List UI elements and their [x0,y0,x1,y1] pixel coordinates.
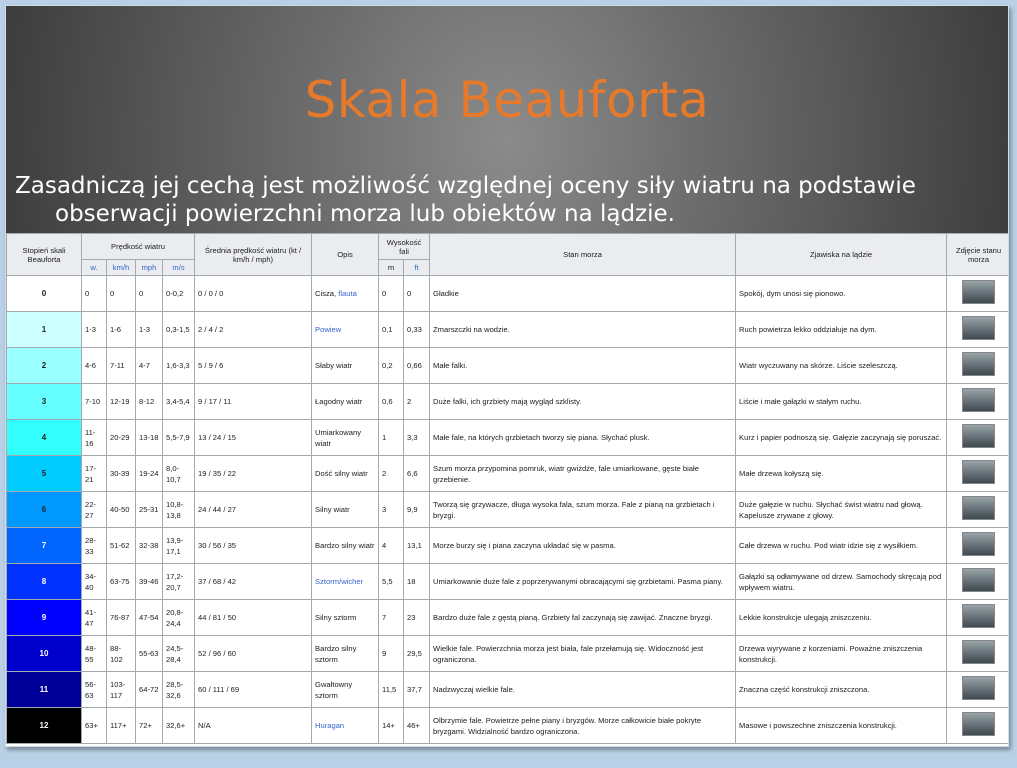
speed-knots-cell: 1-3 [82,312,107,348]
subheader-m: m [379,260,404,276]
wave-height-ft-cell: 18 [404,564,430,600]
subheader-mph[interactable]: mph [136,260,163,276]
average-speed-cell: 30 / 56 / 35 [195,528,312,564]
description-text: Silny wiatr [315,505,350,514]
speed-ms-cell: 3,4-5,4 [163,384,195,420]
land-effects-cell: Masowe i powszechne zniszczenia konstrukcji. [736,708,947,744]
speed-knots-cell: 63+ [82,708,107,744]
wave-height-ft-cell: 37,7 [404,672,430,708]
sea-photo-thumbnail[interactable] [962,496,995,520]
speed-mph-cell: 64-72 [136,672,163,708]
wave-height-ft-cell: 6,6 [404,456,430,492]
header-zdjecie: Zdjęcie stanu morza [947,234,1009,276]
wave-height-m-cell: 0,2 [379,348,404,384]
description-text: Bardzo silny wiatr [315,541,375,550]
speed-knots-cell: 17-21 [82,456,107,492]
speed-knots-cell: 7-10 [82,384,107,420]
description-text: Cisza, [315,289,339,298]
table-row [7,636,1010,672]
beaufort-table [6,233,1009,744]
speed-knots-cell: 48-55 [82,636,107,672]
sea-photo-thumbnail[interactable] [962,676,995,700]
table-row [7,492,1010,528]
wave-height-m-cell: 3 [379,492,404,528]
description-text: Dość silny wiatr [315,469,368,478]
description-cell [312,528,379,564]
speed-mph-cell: 8-12 [136,384,163,420]
wave-height-ft-cell: 9,9 [404,492,430,528]
beaufort-number-cell: 7 [7,528,82,564]
wave-height-m-cell: 9 [379,636,404,672]
sea-state-cell: Olbrzymie fale. Powietrze pełne piany i bryzgów. Morze całkowicie białe pokryte bryzgami. Widzialność bardzo ograniczona. [430,708,736,744]
speed-knots-cell: 4-6 [82,348,107,384]
table-row [7,348,1010,384]
speed-knots-cell: 28-33 [82,528,107,564]
description-cell [312,456,379,492]
sea-photo-thumbnail[interactable] [962,460,995,484]
photo-cell [947,528,1009,564]
wave-height-m-cell: 0,1 [379,312,404,348]
speed-mph-cell: 0 [136,276,163,312]
photo-cell [947,672,1009,708]
beaufort-number-cell: 1 [7,312,82,348]
description-cell [312,672,379,708]
speed-mph-cell: 39-46 [136,564,163,600]
speed-knots-cell: 0 [82,276,107,312]
speed-ms-cell: 28,5-32,6 [163,672,195,708]
description-link[interactable]: Huragan [315,721,345,730]
speed-mph-cell: 19-24 [136,456,163,492]
average-speed-cell: 44 / 81 / 50 [195,600,312,636]
table-row [7,564,1010,600]
header-srednia: Średnia prędkość wiatru (kt / km/h / mph) [195,234,312,276]
beaufort-number-cell: 5 [7,456,82,492]
speed-mph-cell: 4-7 [136,348,163,384]
land-effects-cell: Gałązki są odłamywane od drzew. Samochody skręcają pod wpływem wiatru. [736,564,947,600]
average-speed-cell: 52 / 96 / 60 [195,636,312,672]
sea-photo-thumbnail[interactable] [962,388,995,412]
beaufort-number-cell: 10 [7,636,82,672]
land-effects-cell: Kurz i papier podnoszą się. Gałęzie zaczynają się poruszać. [736,420,947,456]
speed-mph-cell: 47-54 [136,600,163,636]
sea-state-cell: Duże falki, ich grzbiety mają wygląd szklisty. [430,384,736,420]
speed-knots-cell: 22-27 [82,492,107,528]
sea-state-cell: Małe fale, na których grzbietach tworzy się piana. Słychać plusk. [430,420,736,456]
speed-kmh-cell: 51-62 [107,528,136,564]
description-link[interactable]: flauta [338,289,357,298]
speed-ms-cell: 10,8-13,8 [163,492,195,528]
photo-cell [947,384,1009,420]
photo-cell [947,492,1009,528]
average-speed-cell: 37 / 68 / 42 [195,564,312,600]
average-speed-cell: 5 / 9 / 6 [195,348,312,384]
speed-knots-cell: 11-16 [82,420,107,456]
table-row [7,672,1010,708]
sea-photo-thumbnail[interactable] [962,532,995,556]
land-effects-cell: Wiatr wyczuwany na skórze. Liście szeleszczą. [736,348,947,384]
land-effects-cell: Całe drzewa w ruchu. Pod wiatr idzie się z wysiłkiem. [736,528,947,564]
average-speed-cell: 2 / 4 / 2 [195,312,312,348]
speed-kmh-cell: 40-50 [107,492,136,528]
beaufort-table-container [6,233,1009,747]
wave-height-m-cell: 4 [379,528,404,564]
description-link[interactable]: Powiew [315,325,342,334]
average-speed-cell: 24 / 44 / 27 [195,492,312,528]
wave-height-m-cell: 14+ [379,708,404,744]
speed-kmh-cell: 88-102 [107,636,136,672]
photo-cell [947,348,1009,384]
speed-knots-cell: 34-40 [82,564,107,600]
beaufort-number-cell: 8 [7,564,82,600]
average-speed-cell: 13 / 24 / 15 [195,420,312,456]
average-speed-cell: 0 / 0 / 0 [195,276,312,312]
speed-kmh-cell: 117+ [107,708,136,744]
description-cell [312,312,379,348]
speed-kmh-cell: 0 [107,276,136,312]
beaufort-number-cell: 4 [7,420,82,456]
sea-state-cell: Nadzwyczaj wielkie fale. [430,672,736,708]
table-row [7,276,1010,312]
photo-cell [947,276,1009,312]
beaufort-number-cell: 9 [7,600,82,636]
sea-state-cell: Wielkie fale. Powierzchnia morza jest biała, fale przełamują się. Widoczność jest ograniczona. [430,636,736,672]
sea-photo-thumbnail[interactable] [962,316,995,340]
table-row [7,312,1010,348]
wave-height-m-cell: 1 [379,420,404,456]
description-cell [312,564,379,600]
subheader-kmh[interactable]: km/h [107,260,136,276]
speed-ms-cell: 13,9-17,1 [163,528,195,564]
wave-height-ft-cell: 29,5 [404,636,430,672]
wave-height-ft-cell: 2 [404,384,430,420]
table-row [7,600,1010,636]
land-effects-cell: Spokój, dym unosi się pionowo. [736,276,947,312]
description-text: Gwałtowny sztorm [315,679,353,700]
description-cell [312,492,379,528]
wave-height-m-cell: 2 [379,456,404,492]
sea-photo-thumbnail[interactable] [962,280,995,304]
header-opis: Opis [312,234,379,276]
sea-photo-thumbnail[interactable] [962,712,995,736]
sea-photo-thumbnail[interactable] [962,568,995,592]
subheader-w[interactable]: w. [82,260,107,276]
speed-ms-cell: 17,2-20,7 [163,564,195,600]
description-text: Łagodny wiatr [315,397,363,406]
header-predkosc: Prędkość wiatru [82,234,195,260]
description-cell [312,384,379,420]
slide [5,5,1009,747]
wave-height-ft-cell: 0 [404,276,430,312]
description-cell [312,636,379,672]
speed-kmh-cell: 20-29 [107,420,136,456]
wave-height-ft-cell: 3,3 [404,420,430,456]
description-cell [312,708,379,744]
sea-state-cell: Małe falki. [430,348,736,384]
description-text: Silny sztorm [315,613,357,622]
speed-knots-cell: 56-63 [82,672,107,708]
table-row [7,456,1010,492]
wave-height-ft-cell: 0,66 [404,348,430,384]
photo-cell [947,564,1009,600]
average-speed-cell: 60 / 111 / 69 [195,672,312,708]
speed-kmh-cell: 7-11 [107,348,136,384]
sea-photo-thumbnail[interactable] [962,352,995,376]
description-text: Słaby wiatr [315,361,353,370]
description-text: Umiarkowany wiatr [315,427,362,448]
sea-state-cell: Bardzo duże fale z gęstą pianą. Grzbiety fal zaczynają się zawijać. Znaczne bryzgi. [430,600,736,636]
description-text: Bardzo silny sztorm [315,643,357,664]
speed-kmh-cell: 12-19 [107,384,136,420]
photo-cell [947,420,1009,456]
sea-state-cell: Umiarkowanie duże fale z poprzerywanymi obracającymi się grzbietami. Pasma piany. [430,564,736,600]
sea-photo-thumbnail[interactable] [962,604,995,628]
speed-mph-cell: 13-18 [136,420,163,456]
subtitle-line-2: obserwacji powierzchni morza lub obiektów na lądzie. [55,201,675,227]
speed-kmh-cell: 63-75 [107,564,136,600]
description-cell [312,600,379,636]
land-effects-cell: Ruch powietrza lekko oddziałuje na dym. [736,312,947,348]
subtitle-line-1: Zasadniczą jej cechą jest możliwość względnej oceny siły wiatru na podstawie [15,173,916,199]
description-cell [312,420,379,456]
wave-height-m-cell: 0 [379,276,404,312]
sea-state-cell: Tworzą się grzywacze, długa wysoka fala, szum morza. Fale z pianą na grzbietach i bryzgi. [430,492,736,528]
land-effects-cell: Małe drzewa kołyszą się. [736,456,947,492]
beaufort-number-cell: 11 [7,672,82,708]
land-effects-cell: Lekkie konstrukcje ulegają zniszczeniu. [736,600,947,636]
speed-ms-cell: 0,3-1,5 [163,312,195,348]
land-effects-cell: Znaczna część konstrukcji zniszczona. [736,672,947,708]
photo-cell [947,312,1009,348]
speed-kmh-cell: 1-6 [107,312,136,348]
average-speed-cell: N/A [195,708,312,744]
subheader-ms[interactable]: m/s [163,260,195,276]
wave-height-ft-cell: 46+ [404,708,430,744]
speed-ms-cell: 1,6-3,3 [163,348,195,384]
slide-subtitle [15,172,1005,228]
subheader-ft[interactable]: ft [404,260,430,276]
speed-ms-cell: 8,0-10,7 [163,456,195,492]
speed-ms-cell: 0-0,2 [163,276,195,312]
description-cell [312,276,379,312]
table-header-row [7,234,1010,260]
sea-state-cell: Gładkie [430,276,736,312]
photo-cell [947,708,1009,744]
wave-height-m-cell: 11,5 [379,672,404,708]
description-cell [312,348,379,384]
header-stopien: Stopień skali Beauforta [7,234,82,276]
table-row [7,708,1010,744]
sea-photo-thumbnail[interactable] [962,640,995,664]
speed-mph-cell: 72+ [136,708,163,744]
speed-mph-cell: 25-31 [136,492,163,528]
header-stan-morza: Stan morza [430,234,736,276]
sea-photo-thumbnail[interactable] [962,424,995,448]
wave-height-ft-cell: 13,1 [404,528,430,564]
header-zjawiska: Zjawiska na lądzie [736,234,947,276]
average-speed-cell: 9 / 17 / 11 [195,384,312,420]
beaufort-number-cell: 3 [7,384,82,420]
beaufort-number-cell: 2 [7,348,82,384]
beaufort-number-cell: 0 [7,276,82,312]
wave-height-m-cell: 0,6 [379,384,404,420]
table-row [7,420,1010,456]
description-link[interactable]: Sztorm/wicher [315,577,364,586]
speed-kmh-cell: 103-117 [107,672,136,708]
table-row [7,528,1010,564]
speed-kmh-cell: 76-87 [107,600,136,636]
sea-state-cell: Szum morza przypomina pomruk, wiatr gwiżdże, fale umiarkowane, gęste białe grzebienie. [430,456,736,492]
speed-ms-cell: 20,8-24,4 [163,600,195,636]
speed-mph-cell: 55-63 [136,636,163,672]
header-wysokosc: Wysokość fali [379,234,430,260]
photo-cell [947,636,1009,672]
speed-ms-cell: 5,5-7,9 [163,420,195,456]
table-body [7,276,1010,744]
wave-height-ft-cell: 23 [404,600,430,636]
wave-height-ft-cell: 0,33 [404,312,430,348]
speed-ms-cell: 32,6+ [163,708,195,744]
speed-knots-cell: 41-47 [82,600,107,636]
photo-cell [947,456,1009,492]
land-effects-cell: Drzewa wyrywane z korzeniami. Poważne zniszczenia konstrukcji. [736,636,947,672]
average-speed-cell: 19 / 35 / 22 [195,456,312,492]
land-effects-cell: Duże gałęzie w ruchu. Słychać świst wiatru nad głową. Kapelusze zrywane z głowy. [736,492,947,528]
wave-height-m-cell: 7 [379,600,404,636]
speed-mph-cell: 32-38 [136,528,163,564]
slide-title: Skala Beauforta [304,71,710,129]
sea-state-cell: Morze burzy się i piana zaczyna układać się w pasma. [430,528,736,564]
speed-ms-cell: 24,5-28,4 [163,636,195,672]
beaufort-number-cell: 6 [7,492,82,528]
beaufort-number-cell: 12 [7,708,82,744]
photo-cell [947,600,1009,636]
land-effects-cell: Liście i małe gałązki w stałym ruchu. [736,384,947,420]
speed-mph-cell: 1-3 [136,312,163,348]
sea-state-cell: Zmarszczki na wodzie. [430,312,736,348]
wave-height-m-cell: 5,5 [379,564,404,600]
table-row [7,384,1010,420]
speed-kmh-cell: 30-39 [107,456,136,492]
